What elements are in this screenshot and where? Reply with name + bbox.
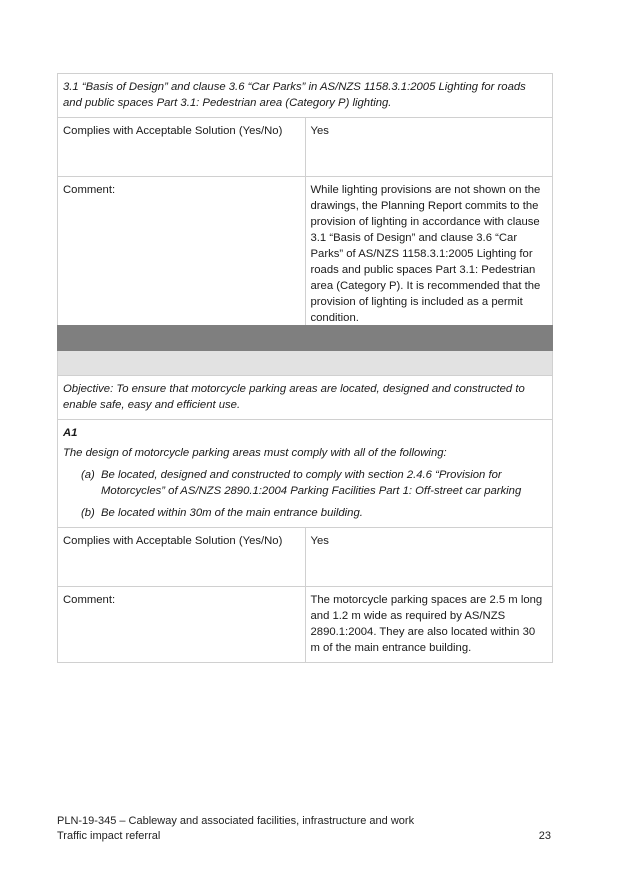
section-header-bar (58, 326, 553, 351)
comment-value: The motorcycle parking spaces are 2.5 m long and 1.2 m wide as required by AS/NZS 2890.1:2004. They are also located within 30 m of the main entrance building. (305, 587, 553, 663)
footer-line-1: PLN-19-345 – Cableway and associated facilities, infrastructure and work (57, 815, 415, 827)
list-item (81, 505, 547, 521)
comment-label: Comment: (58, 587, 306, 663)
motorcycle-parking-table (57, 325, 553, 663)
comment-label: Comment: (58, 177, 306, 333)
comment-value: While lighting provisions are not shown on the drawings, the Planning Report commits to the provision of lighting in accordance with clause 3.1 “Basis of Design” and clause 3.6 “Car Parks” of AS/NZS 1158.3.1:2005 Lighting for roads and public spaces Part 3.1: Pedestrian area (Category P). It is recommended that the provision of lighting is included as a permit condition. (305, 177, 553, 333)
list-marker: (b) (81, 507, 95, 519)
clause-intro-text: 3.1 “Basis of Design” and clause 3.6 “Car Parks” in AS/NZS 1158.3.1:2005 Lighting for roads and public spaces Part 3.1: Pedestrian area (Category P) lighting. (58, 74, 553, 118)
list-item (81, 467, 547, 499)
complies-value: Yes (305, 528, 553, 587)
table-row (58, 74, 553, 118)
subsection-header-bar (58, 351, 553, 376)
list-item-text: Be located within 30m of the main entrance building. (101, 507, 363, 519)
lighting-assessment-table (57, 73, 553, 333)
list-marker: (a) (81, 469, 95, 481)
objective-text: Objective: To ensure that motorcycle parking areas are located, designed and constructed to enable safe, easy and efficient use. (58, 376, 553, 420)
list-item-text: Be located, designed and constructed to comply with section 2.4.6 “Provision for Motorcycles” of AS/NZS 2890.1:2004 Parking Facilities Part 1: Off-street car parking (101, 469, 522, 497)
table-row (58, 420, 553, 528)
complies-label: Complies with Acceptable Solution (Yes/No) (58, 118, 306, 177)
footer-document-reference (57, 814, 553, 829)
footer-document-title (57, 829, 553, 844)
criterion-heading: A1 (63, 427, 78, 439)
table-row (58, 528, 553, 587)
complies-value: Yes (305, 118, 553, 177)
acceptable-solution-cell (58, 420, 553, 528)
table-row (58, 177, 553, 333)
footer-line-2: Traffic impact referral (57, 830, 161, 842)
criterion-intro: The design of motorcycle parking areas must comply with all of the following: (63, 447, 447, 459)
table-row (58, 376, 553, 420)
complies-label: Complies with Acceptable Solution (Yes/No) (58, 528, 306, 587)
table-row (58, 118, 553, 177)
page-number: 23 (538, 830, 551, 842)
table-row (58, 587, 553, 663)
